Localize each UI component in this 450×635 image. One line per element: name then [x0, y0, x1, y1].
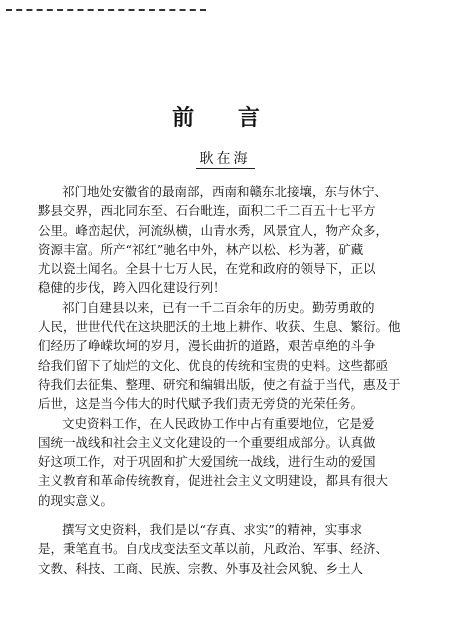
paragraph-2	[38, 298, 428, 414]
author-name-text: 耿在海	[196, 151, 255, 169]
text-line: 给我们留下了灿烂的文化、优良的传统和宝贵的史料。这些都亟	[38, 357, 389, 373]
text-line: 撰写文史资料，我们是以“存真、求实”的精神，实事求	[62, 522, 363, 538]
text-line: 们经历了峥嵘坎坷的岁月，漫长曲折的道路，艰苦卓绝的斗争	[38, 338, 376, 354]
text-line: 的现实意义。	[38, 492, 114, 508]
text-line: 资源丰富。所产“祁红”驰名中外，林产以松、杉为著，矿藏	[38, 241, 364, 257]
text-line: 人民，世世代代在这块肥沃的土地上耕作、收获、生息、繁衍。他	[38, 319, 401, 335]
text-line: 尤以瓷土闻名。全县十七万人民，在党和政府的领导下，正以	[38, 261, 376, 277]
text-line: 公里。峰峦起伏，河流纵横，山青水秀，风景宜人，物产众多，	[38, 222, 389, 238]
text-line: 好这项工作，对于巩固和扩大爱国统一战线，进行生动的爱国	[38, 454, 376, 470]
paragraph-3	[38, 414, 428, 510]
text-line: 是，秉笔直书。自戊戌变法至文革以前，凡政治、军事、经济、	[38, 541, 389, 557]
dashed-header-rule	[6, 9, 206, 11]
text-line: 祁门地处安徽省的最南部，西南和赣东北接壤，东与休宁、	[62, 184, 388, 199]
text-line: 稳健的步伐，跨入四化建设行列！	[38, 280, 226, 296]
page-title: 前 言	[172, 105, 278, 131]
author-name	[0, 150, 450, 168]
paragraph-4	[38, 520, 428, 578]
text-line: 待我们去征集、整理、研究和编辑出版，使之有益于当代，惠及于	[38, 376, 401, 392]
text-line: 文史资料工作，在人民政协工作中占有重要地位，它是爱	[62, 415, 375, 431]
preface-body	[38, 182, 428, 578]
text-line: 黟县交界，西北同东至、石台毗连，面积二千二百五十七平方	[38, 203, 376, 219]
text-line: 祁门自建县以来，已有一千二百余年的历史。勤劳勇敢的	[62, 299, 375, 315]
text-line: 国统一战线和社会主义文化建设的一个重要组成部分。认真做	[38, 434, 376, 450]
text-line: 文教、科技、工商、民族、宗教、外事及社会风貌、乡土人	[38, 560, 364, 576]
paragraph-1	[38, 182, 428, 298]
text-line: 后世，这是当今伟大的时代赋予我们责无旁贷的光荣任务。	[38, 396, 364, 412]
text-line: 主义教育和革命传统教育，促进社会主义文明建设，都具有很大	[38, 473, 389, 489]
